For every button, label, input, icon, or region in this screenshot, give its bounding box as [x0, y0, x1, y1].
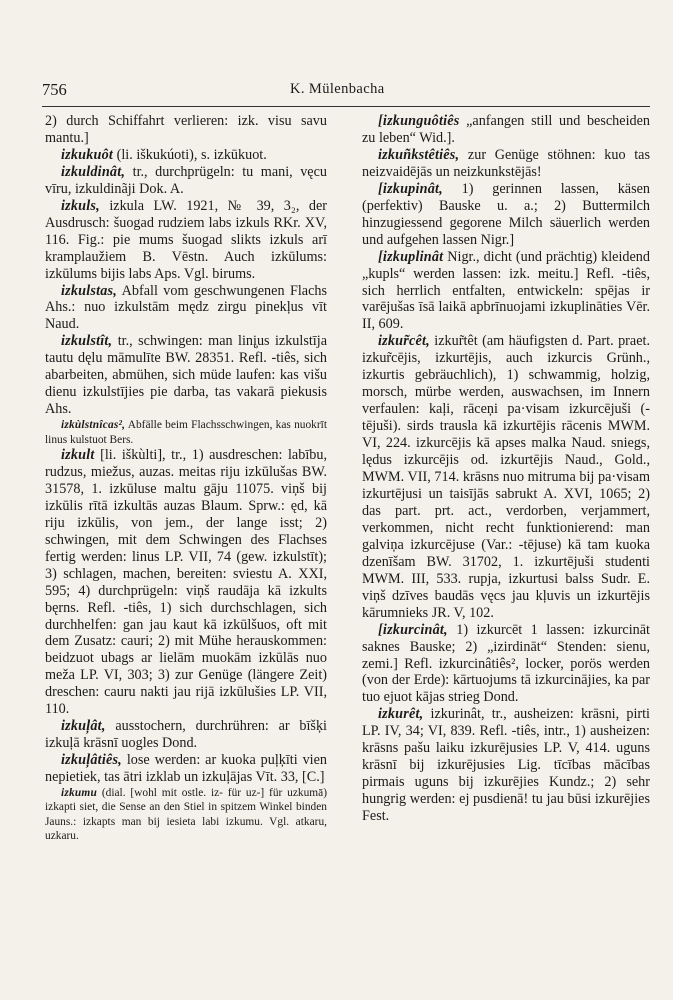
dictionary-entry: [362, 147, 650, 181]
page-number: 756: [42, 80, 67, 99]
dictionary-entry: [362, 181, 650, 249]
entry-body: Abfälle beim Flachsschwingen, kas nuokrīt linus kulstuot Bers.: [45, 419, 327, 446]
dictionary-entry: [45, 283, 327, 334]
entry-headword: izkuls,: [61, 197, 100, 214]
dictionary-entry: [362, 113, 650, 147]
dictionary-entry: [362, 706, 650, 825]
entry-body: tr., schwingen: man linį̦us izkulstīja tautu dęlu māmulīte BW. 28351. Refl. -tiês, sich abarbeiten, abmühen, sich müde laufen: kas višu dienu izkulstījies pie darba, tas vakarā piekusis Ahs.: [45, 333, 327, 418]
entry-body: (dial. [wohl mit ostle. iz- für uz-] für uzkumā) izkapti siet, die Sense an den Stiel in spitzem Winkel binden Jauns.: izkapts man bij iesieta labi izkumu. Vgl. atkaru, uzkaru.: [45, 787, 327, 843]
dictionary-entry: [45, 718, 327, 752]
entry-headword: izkurêt,: [378, 706, 424, 723]
entry-headword: [izkunguôtiês: [378, 113, 460, 129]
right-column: [362, 113, 650, 825]
entry-body: izkula LW. 1921, № 39, 3₂, der Ausdrusch: šuogad rudziem labs izkuls RKr. XV, 116. Fig.: pie mums šuogad slikts izkuls arī kramplaužiem B. Vēstn. Auch izkūlums: izkūlums bijis labs Aps. Vgl. birums.: [45, 197, 327, 282]
entry-body: Nigr., dicht (und prächtig) kleidend „kupls“ werden lassen: izk. meitu.] Refl. -tiês, sich herrlich entfalten, entwickeln: spējas ir varējušas īsā laikā apbrīnuojami izkuplināties Vēr. II, 609.: [362, 248, 650, 333]
entry-body: 1) izkurcēt 1 lassen: izkurcināt saknes Bauske; 2) „izirdināt“ Stenden: sienu, zemi.] Refl. izkurcinâtiês², locker, porös werden (von der Erde): kārtuojums tā izkurcinājies, ka par tuo ejuot kājas strieg Dond.: [362, 621, 650, 706]
left-column: [45, 113, 327, 844]
dictionary-entry: [45, 752, 327, 786]
dictionary-entry: [45, 786, 327, 844]
entry-headword: izkuļâtiês,: [61, 752, 122, 769]
entry-body: zur Genüge stöhnen: kuo tas neizvaidējās un neizkunkstējās!: [362, 146, 650, 180]
entry-body: [li. iškùlti], tr., 1) ausdreschen: labību, rudzus, miežus, auzas. meitas riju izkūlušas BW. 31578, 1. izkūluse maltu gāju 11075. viņš bij izkūlis rītā izkultās auzas Blaum. Sprw.: ęd, kā riju izkūlis, von jem., der lange isst; 2) schwingen, mit dem Schwingen des Flachses fertig werden: linus LP. VII, 74 (gew. izkulstīt); 3) schlagen, machen, bereiten: sviestu A. XXI, 595; 4) durchprügeln: viņš raudāja kā izkults bęrns. Refl. -tiês, 1) sich durchschlagen, sich durchhelfen: gan jau kaut kā izkūlšuos, oft mit dem Zusatz: cauri; 2) mit Mühe herauskommen: beidzuot ubags ar lielām muokām izkūlās nuo meža LP. VI, 303; 3) zur Genüge (längere Zeit) dreschen: cauru nakti jau rijā izkūlušies LP. VII, 110.: [45, 446, 327, 718]
entry-body: izkurinât, tr., ausheizen: krāsni, pirti LP. IV, 34; VI, 839. Refl. -tiês, intr., 1) ausheizen: krāsns pašu laiku izkurējusies LP. V, 414. uguns krāsnī bij izkurējusies Lig. tīcības mācības pirmais uguns bij izkurējies Kundz.; 2) sehr hungrig werden: ej pusdienā! tu jau būsi izkurējies Fest.: [362, 706, 650, 825]
dictionary-entry: [45, 333, 327, 418]
entry-headword: izkuñkstêtiês,: [378, 146, 460, 163]
dictionary-entry: [362, 333, 650, 621]
entry-body: lose werden: ar kuoka puļķīti vien nepietiek, tas ātri izklab un izkuļājas Vīt. 33, [C.]: [45, 752, 327, 786]
entry-headword: [izkupinât,: [378, 180, 443, 197]
entry-body: 2) durch Schiffahrt verlieren: izk. visu savu mantu.]: [45, 113, 327, 146]
dictionary-entry: [45, 113, 327, 147]
entry-headword: izkukuôt: [61, 146, 114, 163]
entry-headword: izkùlstnîcas²,: [61, 419, 126, 432]
dictionary-entry: [362, 249, 650, 334]
entry-body: 1) gerinnen lassen, käsen (perfektiv) Bauske u. a.; 2) Buttermilch hinzugiessend gegorene Milch säuerlich werden und aufgehen lassen Nigr.]: [362, 180, 650, 248]
entry-headword: izkult: [61, 446, 95, 463]
entry-headword: izkur̃cêt,: [378, 333, 430, 350]
dictionary-entry: [45, 198, 327, 283]
entry-body: (li. iškukúoti), s. izkūkuot.: [113, 146, 267, 163]
entry-headword: izkuļât,: [61, 718, 106, 735]
entry-headword: izkulstas,: [61, 282, 118, 299]
entry-body: Abfall vom geschwungenen Flachs Ahs.: nuo izkulstām mędz zirgu pinekļus vīt Naud.: [45, 282, 327, 333]
entry-headword: [izkurcinât,: [378, 621, 448, 638]
entry-body: „anfangen still und bescheiden zu leben“ Wid.].: [362, 113, 650, 146]
entry-headword: [izkuplinât: [378, 248, 444, 265]
entry-body: izkur̃têt (am häufigsten d. Part. praet. izkur̃cējis, izkurtējis, auch izkurcis Grünh., izkurtis gebräuchlich), 1) schwammig, holzig, morsch, mürbe werden, auswachsen, im Innern verfaulen: kaļi, rāceņi pa·visam izkurcējuši (-tējuši). sirds trausla kā izkurtējis rācenis MWM. VI, 224. izkurcējis kā apses malka Naud. sniegs, lędus izkurcējis od. izkurtējis Naud., Gold., MWM. VII, 714. krāsns nuo mitruma bij pa·visam izkurtējusi un taisījās sabrukt A. XVI, 1065; 2) das part. prt. act., verdorben, verjammert, verkommen, nicht recht funktionierend: man galviņa izkurcējuse (Var.: -tējuse) kā tam kuoka dzenīšam BW. 31702, 1. izkurtējuši studenti MWM. III, 533. rupja, izkurtusi balss Sudr. E. viņš dzīves baudās vęcs jau kļuvis un izkurtējis kārumnieks JR. V, 102.: [362, 333, 650, 621]
entry-headword: izkumu: [61, 787, 98, 800]
dictionary-entry: [45, 447, 327, 718]
dictionary-entry: [45, 418, 327, 447]
entry-headword: izkulstît,: [61, 333, 113, 350]
entry-headword: izkuldinât,: [61, 163, 126, 180]
entry-body: ausstochern, durchrühren: ar bīšķi izkuļā krāsnī uogles Dond.: [45, 718, 327, 752]
running-head: K. Mülenbacha: [290, 81, 385, 97]
entry-body: tr., durchprügeln: tu mani, vęcu vīru, izkuldinãji Dok. A.: [45, 163, 327, 197]
page-header: [42, 80, 651, 104]
header-rule: [42, 106, 650, 107]
dictionary-entry: [45, 147, 327, 164]
dictionary-entry: [45, 164, 327, 198]
dictionary-entry: [362, 622, 650, 707]
